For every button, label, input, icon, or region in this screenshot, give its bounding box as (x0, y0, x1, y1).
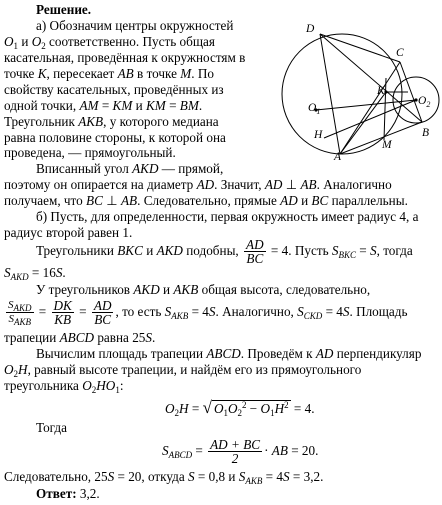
part-b-line-10: треугольника $O_2HO_1$: (4, 378, 124, 395)
part-a-line-9: проведена, — прямоугольный. (4, 145, 176, 160)
part-b-line-3: Треугольники BKC и AKD подобны, $\frac{AD}{BC}$ = 4. Пусть $S_{BKC} = S$, тогда (36, 237, 413, 267)
part-a-line-4: точке K, пересекает AB в точке M. По (4, 66, 214, 81)
part-b-line-5: У треугольников AKD и AKB общая высота, следовательно, (36, 282, 371, 297)
label-m: M (382, 139, 392, 151)
label-a: A (334, 151, 342, 160)
part-a-line-2: $O_1$ и $O_2$ соответственно. Пусть общая (4, 34, 215, 51)
label-c: C (396, 47, 404, 59)
segment-db (320, 34, 422, 122)
part-a-line-3: касательная, проведённая к окружностям в (4, 50, 246, 65)
part-b-line-2: радиус второй равен 1. (4, 225, 133, 240)
label-d: D (306, 23, 315, 35)
part-b-line-7: трапеции ABCD равна 25S. (4, 330, 156, 345)
part-a-line-1: а) Обозначим центры окружностей (36, 18, 234, 33)
answer-line: Ответ: 3,2. (36, 486, 100, 501)
label-k: K (377, 85, 385, 97)
part-b-line-6: $\frac{S_{AKD}}{S_{AKB}}$ = $\frac{DK}{KB}$ = $\frac{AD}{BC}$ , то есть $S_{AKB} = 4S$. Аналогично, $S_{CKD} = 4S$. Площадь (8, 298, 408, 328)
part-a-line-8: равна половине стороны, к которой она (4, 130, 226, 145)
part-a-line-12: получаем, что BC ⊥ AB. Следовательно, прямые AD и BC параллельны. (4, 193, 408, 208)
part-a-line-11: поэтому он опирается на диаметр AD. Значит, AD ⊥ AB. Аналогично (4, 177, 392, 192)
label-o2: $O_2$ (418, 95, 431, 109)
part-a-line-7: Треугольник AKB, у которого медиана (4, 114, 219, 129)
label-h: H (314, 129, 323, 141)
label-o1: $O_1$ (308, 102, 321, 116)
formula-area: $S_{ABCD}$ = $\frac{AD + BC}{2}$ · AB = 20. (162, 437, 319, 467)
part-a-line-6: одной точки, AM = KM и KM = BM. (4, 98, 203, 113)
part-a-line-10: Вписанный угол AKD — прямой, (36, 161, 224, 176)
part-b-line-1: б) Пусть, для определенности, первая окружность имеет радиус 4, а (36, 209, 419, 224)
part-b-line-9: $O_2H$, равный высоте трапеции, и найдём его из прямоугольного (4, 362, 362, 379)
geometry-figure (268, 12, 440, 160)
part-b-line-14: Следовательно, 25S = 20, откуда S = 0,8 и $S_{AKB} = 4S = 3,2$. (4, 469, 324, 486)
part-b-line-4: $S_{AKD} = 16S$. (4, 265, 66, 282)
segment-dc (320, 34, 400, 62)
solution-title: Решение. (36, 2, 92, 17)
part-b-line-12: Тогда (36, 420, 67, 435)
part-a-line-5: свойству касательных, проведённых из (4, 82, 224, 97)
label-b: B (422, 127, 430, 139)
formula-o2h: $O_2H$ = √ $O_1O_2^2 - O_1H^2 = 4$. (165, 398, 315, 418)
part-b-line-8: Вычислим площадь трапеции ABCD. Проведём к AD перпендикуляр (36, 346, 422, 361)
